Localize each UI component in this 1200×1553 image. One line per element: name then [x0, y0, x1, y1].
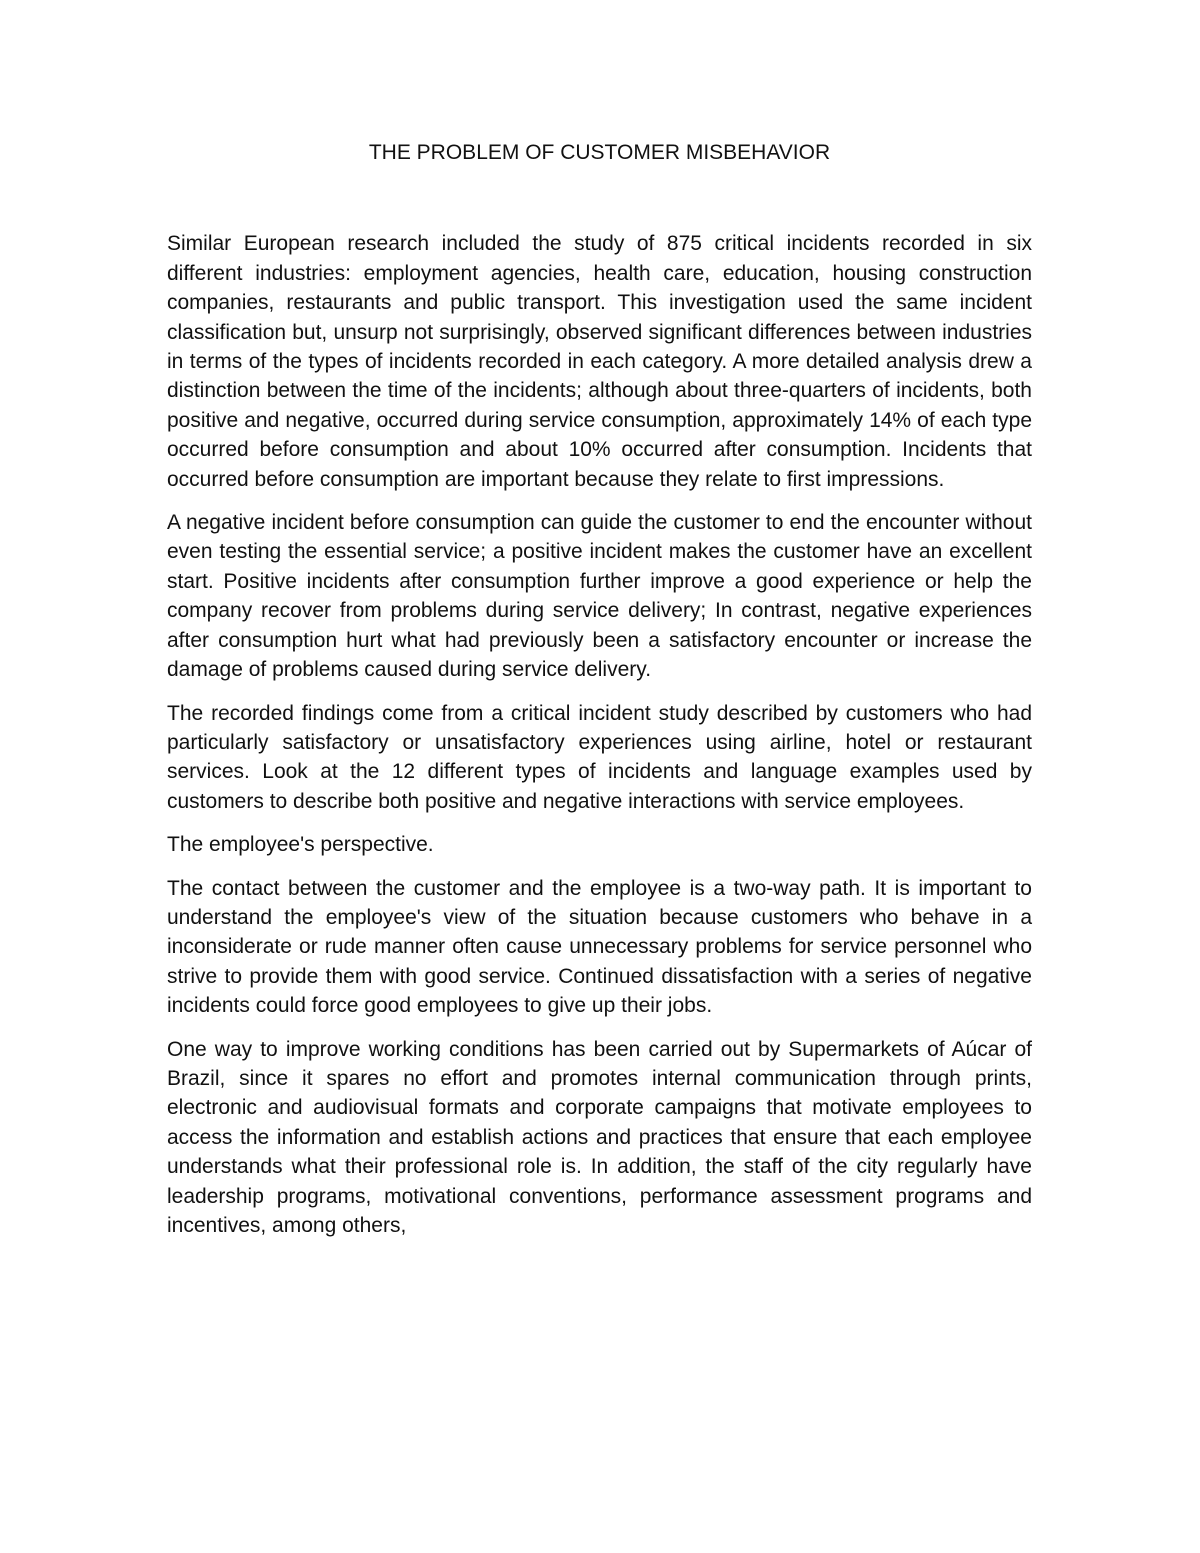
document-title: THE PROBLEM OF CUSTOMER MISBEHAVIOR: [368, 141, 831, 164]
paragraph-working-conditions: One way to improve working conditions has been carried out by Supermarkets of Aúcar of Brazil, since it spares no effort and promotes internal communication through prints, electronic and audiovisual formats and corporate campaigns that motivate employees to access the information and establish actions and practices that ensure that each employee understands what their professional role is. In addition, the staff of the city regularly have leadership programs, motivational conventions, performance assessment programs and incentives, among others,: [167, 1037, 1032, 1237]
paragraph-negative-incident: A negative incident before consumption can guide the customer to end the encounter without even testing the essential service; a positive incident makes the customer have an excellent start. Positive incidents after consumption further improve a good experience or help the company recover from problems during service delivery; In contrast, negative experiences after consumption hurt what had previously been a satisfactory encounter or increase the damage of problems caused during service delivery.: [167, 511, 1032, 682]
paragraph-recorded-findings: The recorded findings come from a critical incident study described by customers who had particularly satisfactory or unsatisfactory experiences using airline, hotel or restaurant services. Look at the 12 different types of incidents and language examples used by customers to describe both positive and negative interactions with service employees.: [167, 701, 1032, 813]
paragraph-research-study: Similar European research included the study of 875 critical incidents recorded in six different industries: employment agencies, health care, education, housing construction companies, restaurants and public transport. This investigation used the same incident classification but, unsurp not surprisingly, observed significant differences between industries in terms of the types of incidents recorded in each category. A more detailed analysis drew a distinction between the time of the incidents; although about three-quarters of incidents, both positive and negative, occurred during service consumption, approximately 14% of each type occurred before consumption and about 10% occurred after consumption. Incidents that occurred before consumption are important because they relate to first impressions.: [167, 232, 1032, 491]
document-body: [167, 138, 1032, 1254]
paragraph-employee-perspective-heading: The employee's perspective.: [167, 833, 434, 857]
paragraph-two-way-contact: The contact between the customer and the employee is a two-way path. It is important to understand the employee's view of the situation because customers who behave in a inconsiderate or rude manner often cause unnecessary problems for service personnel who strive to provide them with good service. Continued dissatisfaction with a series of negative incidents could force good employees to give up their jobs.: [167, 876, 1032, 1018]
